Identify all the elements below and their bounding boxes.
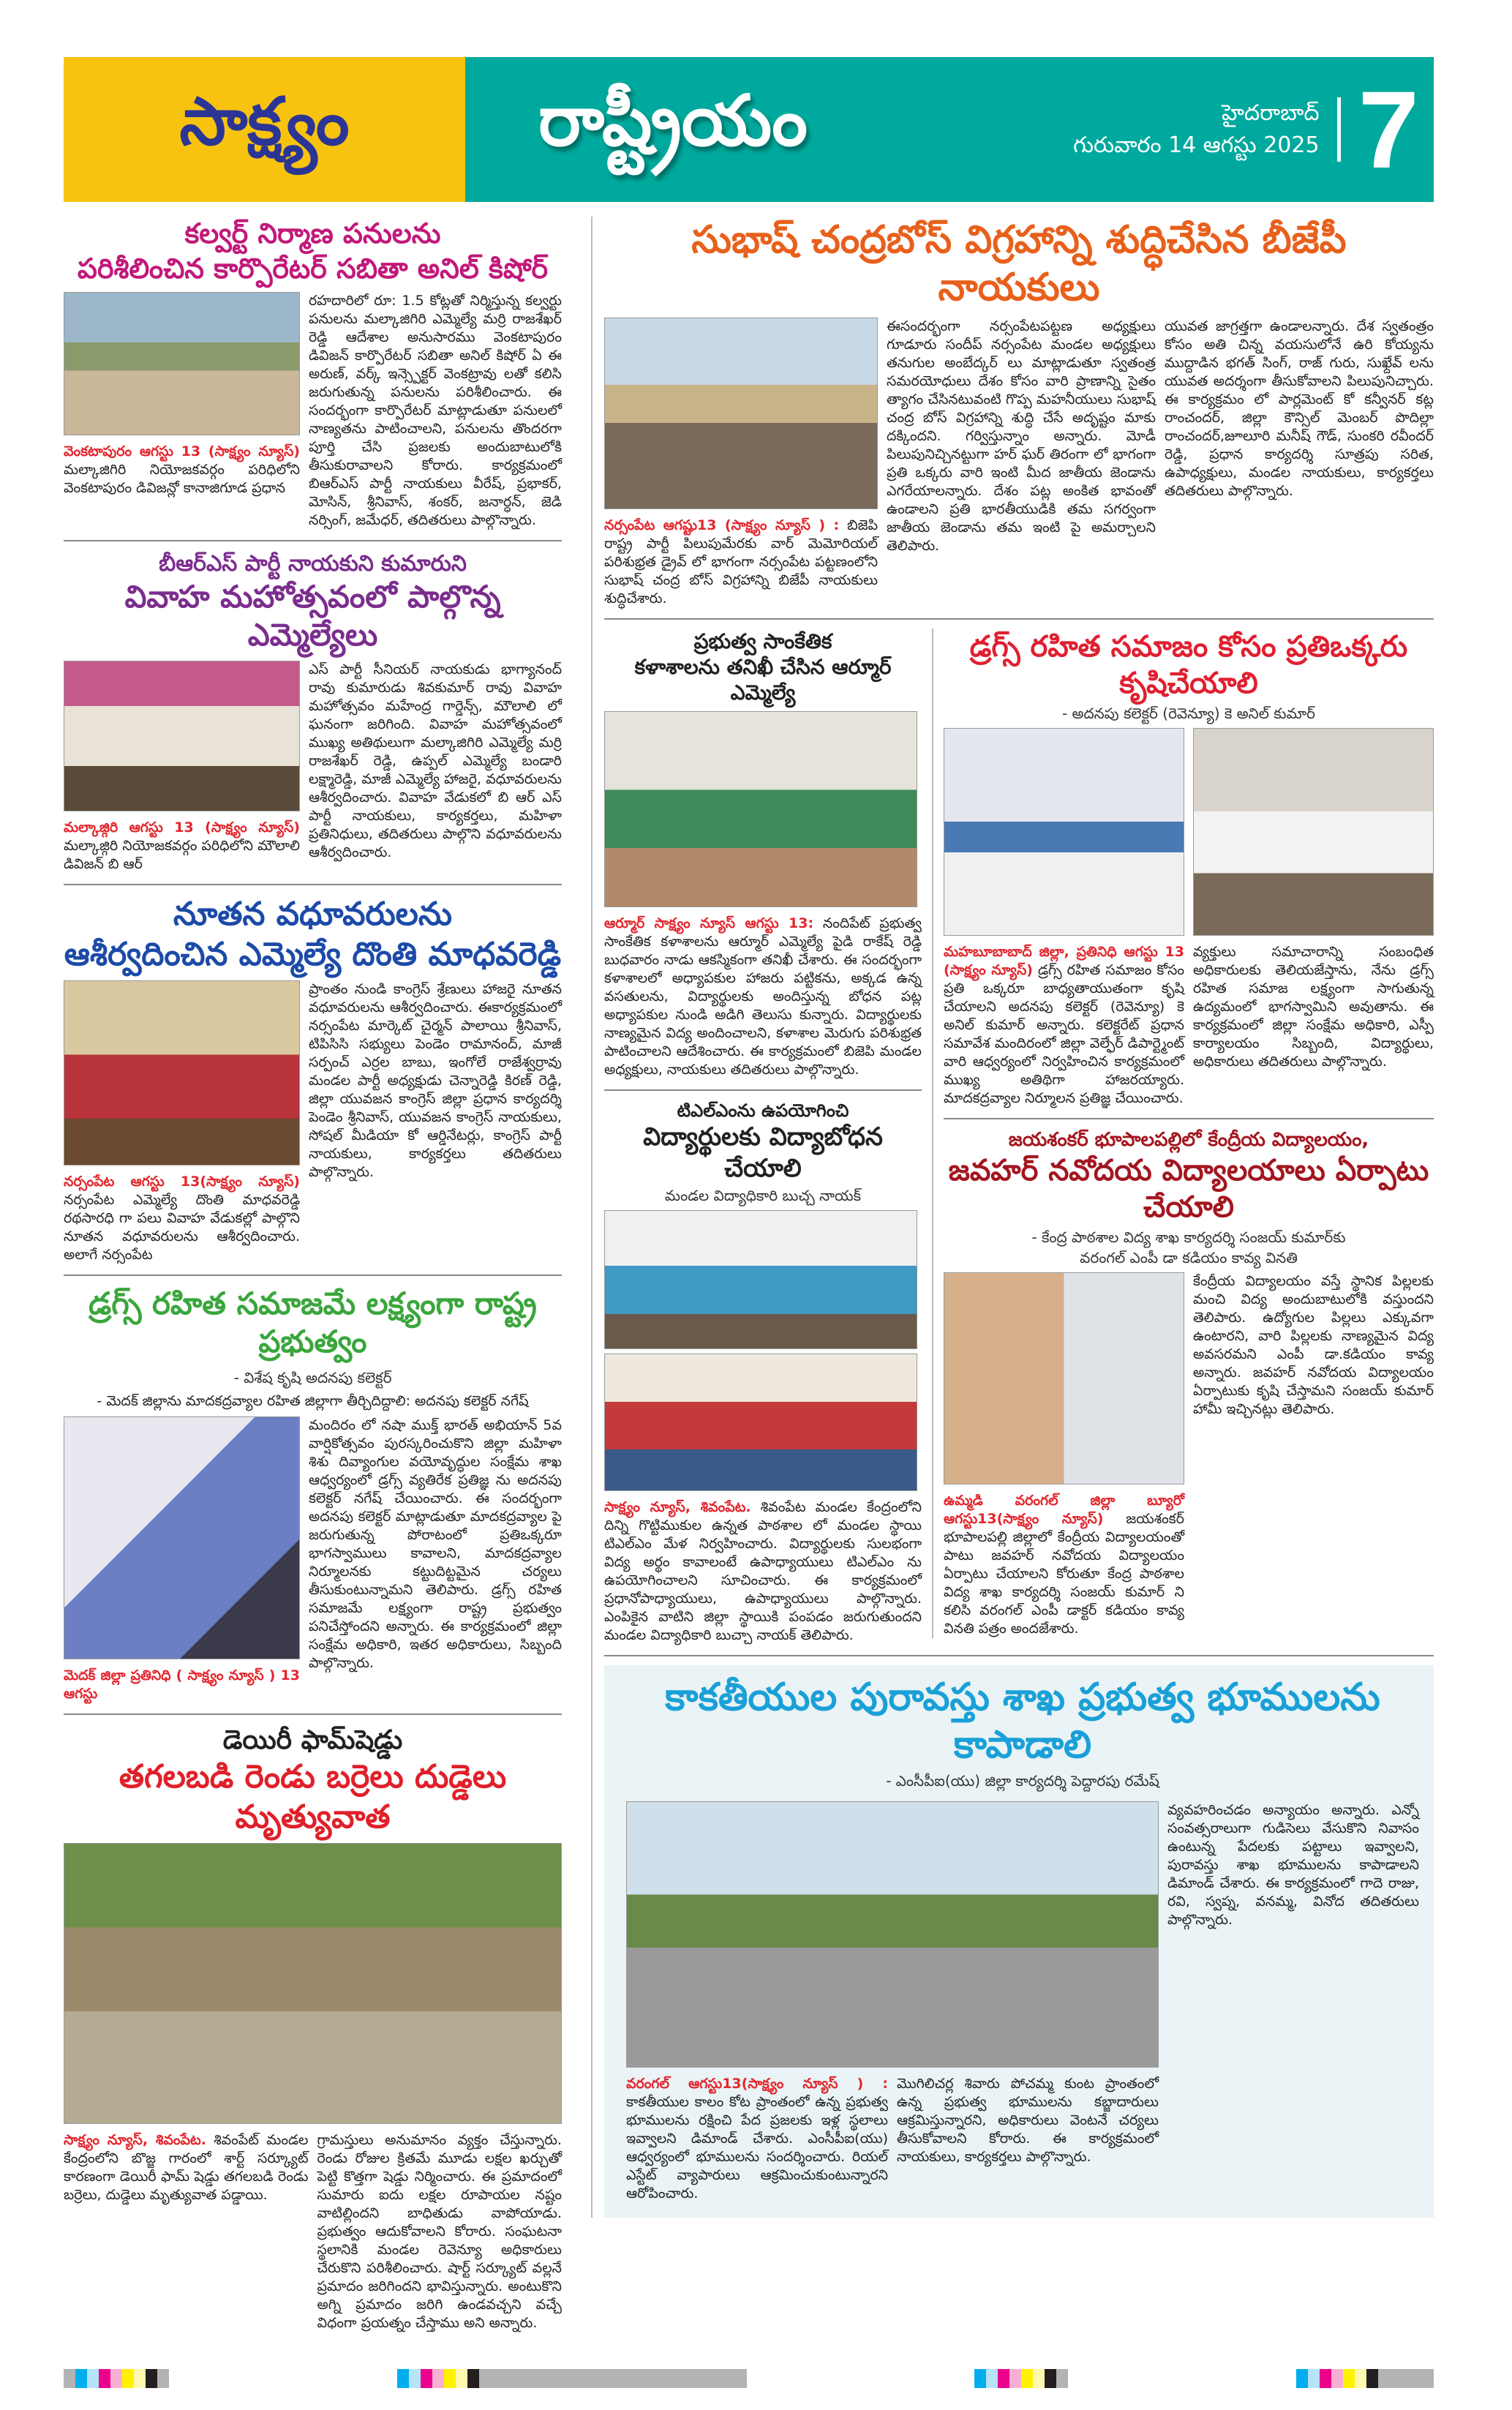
- middle-column: [604, 628, 922, 1645]
- headline: డెయిరీ ఫామ్‌షెడ్డు తగలబడి రెండు బర్రెలు దుడ్డెలు మృత్యువాత: [119, 1724, 507, 1836]
- edition-date: గురువారం 14 ఆగస్టు 2025: [1073, 132, 1320, 158]
- article-body: మహబూబాబాద్ జిల్లా, ప్రతినిధి ఆగస్టు 13 (సాక్ష్యం న్యూస్) డ్రగ్స్ రహిత సమాజం కోసం ప్రతి ఒక్కరూ బాధ్యతాయుతంగా కృషి చేయాలని అదనపు కలెక్టర్ (రెవెన్యూ) కె అనిల్ కుమార్ అన్నారు. కలెక్టరేట్ ప్రధాన సమావేశ మందిరంలో జిల్లా వెల్ఫేర్ డిపార్ట్మెంట్ వారి ఆధ్వర్యంలో నిర్వహించిన కార్యక్రమంలో ముఖ్య అతిథిగా హాజరయ్యారు. మాదకద్రవ్యాల నిర్మూలన ప్రతిజ్ఞ చేయించారు.: [944, 944, 1184, 1106]
- subheadline: - విశేష కృషి అదనపు కలెక్టర్: [233, 1368, 392, 1386]
- headline: కాకతీయుల పురావస్తు శాఖ ప్రభుత్వ భూములను కాపాడాలి: [665, 1675, 1380, 1767]
- color-registration-bar: [397, 2369, 747, 2388]
- article-body: ఎస్ పార్టీ సీనియర్ నాయకుడు భాగ్యానంద్ రావు కుమారుడు శివకుమార్ రావు వివాహ మహోత్సవం మహేంద్ర గార్డెన్స్, మౌలాలి లో ఘనంగా జరిగింది. వివాహ మహోత్సవంలో ముఖ్య అతిథులుగా మల్కాజిగిరి ఎమ్మెల్యే మర్రి రాజశేఖర్ రెడ్డి, ఉప్పల్ ఎమ్మెల్యే బండారి లక్ష్మారెడ్డి, మాజీ ఎమ్మెల్యే హాజరై, వధూవరులను ఆశీర్వదించారు. వివాహ వేడుకలో బి ఆర్ ఎస్ పార్టీ నాయకులు, కార్యకర్తలు, మహిళా ప్రతినిధులు, తదితరులు పాల్గొని వధూవరులను ఆశీర్వదించారు.: [309, 661, 562, 860]
- subheadline: - అదనపు కలెక్టర్ (రెవెన్యూ) కె అనిల్ కుమార్: [1061, 705, 1316, 722]
- right-column: [932, 628, 1434, 1638]
- headline: బీఆర్ఎస్ పార్టీ నాయకుని కుమారుని వివాహ మహోత్సవంలో పాల్గొన్న ఎమ్మెల్యేలు: [124, 551, 501, 653]
- story-tlm-mela: [604, 1100, 922, 1645]
- page-number: 7: [1358, 68, 1419, 191]
- article-body: నర్సంపేట ఆగష్టు13 (సాక్ష్యం న్యూస్ ) : బిజెపి రాష్ట్ర పార్టీ పిలుపుమేరకు వార్ మెమోరియల్ పరిశుభ్రత డ్రైవ్ లో భాగంగా నర్సంపేట పట్టణంలోని సుభాష్ చంద్ర బోస్ విగ్రహాన్ని బిజేపీ నాయకులు శుద్ధిచేశారు.: [604, 517, 878, 607]
- edition-info: [1073, 97, 1340, 162]
- story-navodaya: [944, 1128, 1434, 1638]
- headline: డ్రగ్స్ రహిత సమాజం కోసం ప్రతిఒక్కరు కృషిచేయాలి: [969, 630, 1408, 700]
- article-body: మెదక్ జిల్లా ప్రతినిధి ( సాక్ష్యం న్యూస్ ) 13 ఆగస్టు: [64, 1667, 300, 1702]
- story-drug-free-state: [64, 1285, 562, 1715]
- article-body: కేంద్రీయ విద్యాలయం వస్తే స్థానిక పిల్లలకు మంచి విద్య అందుబాటులోకి వస్తుందని తెలిపారు. ఉద్యోగుల పిల్లలు ఎక్కువగా ఉంటారని, వారి పిల్లలకు నాణ్యమైన విద్య అవసరమని ఎంపీ డా.కడియం కావ్య అన్నారు. జవహర్ నవోదయ విద్యాలయం ఏర్పాటుకు కృషి చేస్తామని సంజయ్ కుమార్ హామీ ఇచ్చినట్లు తెలిపారు.: [1193, 1272, 1434, 1417]
- photo-bose-statue: [604, 318, 878, 509]
- headline: ప్రభుత్వ సాంకేతిక కళాశాలను తనిఖీ చేసిన ఆర్మూర్ ఎమ్మెల్యే: [634, 629, 892, 705]
- article-body: రహదారిలో రూ: 1.5 కోట్లతో నిర్మిస్తున్న కల్వర్టు పనులను మల్కాజిగిరి ఎమ్మెల్యే మర్రి రాజశేఖర్ రెడ్డి ఆదేశాల అనుసారము వెంకటాపురం డివిజన్ కార్పొరేటర్ సబితా అనిల్ కిషోర్ ఏ ఈ అరుణ్, వర్క్ ఇన్స్పెక్టర్ వెంకట్రావు లతో కలిసి జరుగుతున్న పనులను పరిశీలించారు. ఈ సందర్భంగా కార్పొరేటర్ మాట్లాడుతూ పనులలో నాణ్యతను పాటించాలని, పనులను తొందరగా పూర్తి చేసి ప్రజలకు అందుబాటులోకి తీసుకురావాలని కోరారు. కార్యక్రమంలో బిఆర్ఎస్ పార్టీ నాయకులు వీరేష్, ప్రభాకర్, మోసిన్, శ్రీనివాస్, శంకర్, జనార్ధన్, జెడి నర్సింగ్, జమేధర్, తదితరులు పాల్గొన్నారు.: [309, 293, 562, 528]
- story-college-inspection: [604, 628, 922, 1091]
- photo-tlm-mela-2: [604, 1354, 917, 1491]
- article-body: సాక్ష్యం న్యూస్, శివంపేట. శివంపేట్ మండల కేంద్రంలోని బొజ్జ గారంలో శార్ట్ సర్క్యూట్ కారణంగా డెయిరీ ఫామ్ షెడ్డు తగలబడి రెండు బర్రెలు, దుడ్డెలు మృత్యువాత పడ్డాయి.: [64, 2131, 309, 2203]
- story-newlyweds: [64, 894, 562, 1276]
- headline: నూతన వధూవరులను ఆశీర్వదించిన ఎమ్మెల్యే దొంతి మాధవరెడ్డి: [64, 895, 562, 973]
- subheadline: - ఎంసీపీఐ(యు) జిల్లా కార్యదర్శి పెద్దారపు రమేష్: [886, 1772, 1159, 1790]
- right-region: [591, 217, 1434, 2218]
- story-drug-free-pledge: [944, 628, 1434, 1119]
- color-registration-bar: [974, 2369, 1068, 2388]
- article-body: సాక్ష్యం న్యూస్, శివంపేట. శివంపేట మండల కేంద్రంలోని దిన్ని గొట్టిముకుల ఉన్నత పాఠశాల లో మండల స్థాయి టిఎల్ఎం మేళ నిర్వహించారు. విద్యార్థులకు సులభంగా విద్య అర్థం కావాలంటే ఉపాధ్యాయులు టిఎల్ఎం ను ఉపయోగించాలని సూచించారు. ఈ కార్యక్రమంలో ప్రధానోపాధ్యాయులు, ఉపాధ్యాయులు పాల్గొన్నారు. ఎంపికైన వాటిని జిల్లా స్థాయికి పంపడం జరుగుతుందని మండల విద్యాధికారి బుచ్చా నాయక్ తెలిపారు.: [604, 1499, 922, 1643]
- headline: టిఎల్ఎంను ఉపయోగించి విద్యార్థులకు విద్యాబోధన చేయాలి: [643, 1100, 883, 1183]
- photo-culvert-inspection: [64, 292, 300, 435]
- photo-burnt-shed: [64, 1843, 562, 2124]
- color-registration-bar: [64, 2369, 169, 2388]
- article-body: మందిరం లో నషా ముక్త్ భారత్ అభియాన్ 5వ వార్షికోత్సవం పురస్కరించుకొని జిల్లా మహిళా శిశు దివ్యాంగుల వయోవృద్ధుల సంక్షేమ శాఖ ఆధ్వర్యంలో డ్రగ్స్ వ్యతిరేక ప్రతిజ్ఞ ను అదనపు కలెక్టర్ నగేష్ చేయించారు. ఈ సందర్భంగా అదనపు కలెక్టర్ మాట్లాడుతూ మాదకద్రవ్యాల పై జరుగుతున్న పోరాటంలో ప్రతిఒక్కరూ భాగస్వాములు కావాలని, మాదకద్రవ్యాల నిర్మూలనకు కట్టుదిట్టమైన చర్యలు తీసుకుంటున్నామని తెలిపారు. డ్రగ్స్ రహిత సమాజమే లక్ష్యంగా రాష్ట్ర ప్రభుత్వం పనిచేస్తోందని అన్నారు. ఈ కార్యక్రమంలో జిల్లా సంక్షేమ అధికారి, ఇతర అధికారులు, సిబ్బంది పాల్గొన్నారు.: [309, 1416, 562, 1671]
- photo-wedding: [64, 661, 300, 811]
- article-body: వరంగల్ ఆగస్టు13(సాక్ష్యం న్యూస్ ) : కాకతీయుల కాలం కోట ప్రాంతంలో ఉన్న ప్రభుత్వ భూములను రక్షించి పేద ప్రజలకు ఇళ్ల స్థలాలు ఇవ్వాలని డిమాండ్ చేశారు. ఎంసీపీఐ(యు) ఆధ్వర్యంలో భూములను సందర్శించారు. రియల్ ఎస్టేట్ వ్యాపారులు ఆక్రమించుకుంటున్నారని ఆరోపించారు.: [626, 2076, 888, 2201]
- article-lead: - మెదక్ జిల్లాను మాదకద్రవ్యాల రహిత జిల్లాగా తీర్చిదిద్దాలి: అదనపు కలెక్టర్ నగేష్: [97, 1392, 529, 1409]
- article-body: మల్కాజ్గిరి ఆగస్టు 13 (సాక్ష్యం న్యూస్) మల్కాజ్గిరి నియోజకవర్గం పరిధిలోని మౌలాలి డివిజన్ బి ఆర్: [64, 819, 300, 872]
- subheadline: - కేంద్ర పాఠశాల విద్య శాఖ కార్యదర్శి సంజయ్ కుమార్‌కు వరంగల్ ఎంపీ డా కడియం కావ్య వినతి: [1031, 1228, 1346, 1266]
- headline: కల్వర్ట్ నిర్మాణ పనులను పరిశీలించిన కార్పొరేటర్ సబితా అనిల్ కిషోర్: [77, 217, 549, 285]
- subheadline: మండల విద్యాధికారి బుచ్చ నాయక్: [664, 1187, 862, 1204]
- story-dairy-fire: [64, 1724, 562, 2343]
- headline: డ్రగ్స్ రహిత సమాజమే లక్ష్యంగా రాష్ట్ర ప్రభుత్వం: [89, 1285, 537, 1359]
- photo-college-inspection: [604, 711, 917, 907]
- article-body: నర్సంపేట ఆగస్టు 13(సాక్ష్యం న్యూస్) నర్సంపేట ఎమ్మెల్యే దొంతి మాధవరెడ్డి రథసారధి గా పలు వివాహ వేడుకల్లో పాల్గొని నూతన వధూవరులను ఆశీర్వదించారు. అలాగే నర్సంపేట: [64, 1173, 300, 1263]
- boxed-story: [604, 1665, 1434, 2218]
- section-title: రాష్ట్రీయం: [538, 80, 808, 162]
- print-footer: [64, 2369, 1434, 2410]
- article-body: ఈసందర్భంగా నర్సంపేటపట్టణ అధ్యక్షులు గూడూరు సందీప్ నర్సంపేట మండల అధ్యక్షులు తనుగుల అంబేద్కర్ లు మాట్లాడుతూ స్వతంత్ర సమరయోధులు దేశం కోసం వారి ప్రాణాన్ని సైతం త్యాగం చేసినటువంటి గొప్ప మహనీయులు సుభాష్ చంద్ర బోస్ విగ్రహాన్ని శుద్ధి చేసే అదృష్టం మాకు దక్కిందని. గర్విస్తున్నాం అన్నారు. మోడీ పిలుపునిచ్చినట్టుగా హర్ ఘర్ తిరంగా లో భాగంగా ప్రతి ఒక్కరు వారి ఇంటి మీద జాతీయ జెండాను ఎగరేయాలన్నారు. దేశం పట్ల అంకిత భావంతో ఉండాలని ప్రతి భారతీయుడికి తమ సగర్వంగా జాతీయ జెండాను తమ ఇంటి పై అమర్చాలని తెలిపారు.: [887, 318, 1156, 554]
- headline: జయశంకర్ భూపాలపల్లిలో కేంద్రీయ విద్యాలయం, జవహర్ నవోదయ విద్యాలయాలు ఏర్పాటు చేయాలి: [948, 1129, 1429, 1224]
- photo-anti-drug-pledge-1: [944, 728, 1184, 936]
- color-registration-bar: [1296, 2369, 1434, 2388]
- article-body: వెంకటాపురం ఆగస్టు 13 (సాక్ష్యం న్యూస్) మల్కాజిగిరి నియోజకవర్గం పరిధిలోని వెంకటాపురం డివిజన్లో కానాజిగూడ ప్రధాన: [64, 443, 300, 496]
- logo-text: సాక్ష్యం: [179, 83, 350, 160]
- article-body: మొగిలిచర్ల శివారు పోచమ్మ కుంట ప్రాంతంలో ఉన్న ప్రభుత్వ భూములను కబ్జాదారులు ఆక్రమిస్తున్నారని, అధికారులు వెంటనే చర్యలు తీసుకోవాలని కోరారు. ఈ కార్యక్రమంలో నాయకులు, కార్యకర్తలు పాల్గొన్నారు.: [897, 2076, 1159, 2165]
- article-body: ప్రాంతం నుండి కాంగ్రెస్ శ్రేణులు హాజరై నూతన వధూవరులను ఆశీర్వదించారు. ఈకార్యక్రమంలో నర్సంపేట మార్కెట్ చైర్మన్ పాలాయి శ్రీనివాస్, టిపిసిసి సభ్యులు పెండెం రామానంద్, మాజీ సర్పంచ్ ఎర్రల బాబు, ఇంగోలే రాజేశ్వర్రావు మండల పార్టీ అధ్యక్షుడు చెన్నారెడ్డి కిరణ్ రెడ్డి, జిల్లా యువజన కాంగ్రెస్ జిల్లా ప్రధాన కార్యదర్శి పెండెం శ్రీనివాస్, యువజన కాంగ్రెస్ నాయకులు, సోషల్ మీడియా కో ఆర్డినేటర్లు, కాంగ్రెస్ పార్టీ నాయకులు, కార్యకర్తలు తదితరులు పాల్గొన్నారు.: [309, 980, 562, 1180]
- left-column: [64, 217, 562, 2351]
- article-body: గ్రామస్తులు అనుమానం వ్యక్తం చేస్తున్నారు. రెండు రోజుల క్రితమే మూడు లక్షల ఖర్చుతో పెట్టి కొత్తగా షెడ్డు నిర్మించారు. ఈ ప్రమాదంలో సుమారు ఐదు లక్షల రూపాయల నష్టం వాటిల్లిందని బాధితుడు వాపోయాడు. ప్రభుత్వం ఆదుకోవాలని కోరారు. సంఘటనా స్థలానికి మండల రెవెన్యూ అధికారులు చేరుకొని పరిశీలించారు. షార్ట్ సర్క్యూట్ వల్లనే ప్రమాదం జరిగిందని భావిస్తున్నారు. అంటుకొని అగ్ని ప్రమాదం జరిగి ఉండవచ్చని వచ్చే విధంగా ప్రయత్నం చేస్తాము అని అన్నారు.: [317, 2131, 562, 2331]
- edition-city: హైదరాబాద్: [1221, 100, 1320, 126]
- photo-newlyweds: [64, 980, 300, 1165]
- article-body: ఆర్మూర్ సాక్ష్యం న్యూస్ ఆగస్టు 13: నందిపేట్ ప్రభుత్వ సాంకేతిక కళాశాలను ఆర్మూర్ ఎమ్మెల్యే పైడి రాకేష్ రెడ్డి బుధవారం నాడు ఆకస్మికంగా తనిఖీ చేశారు. ఈ సందర్భంగా కళాశాలలో అధ్యాపకుల హాజరు పట్టికను, అక్కడ ఉన్న వసతులను, విద్యార్థులకు అందిస్తున్న బోధన పట్ల అధ్యాపకుల నుండి అడిగి తెలుసు కున్నారు. విద్యార్థులకు నాణ్యమైన విద్య అందించాలని, కళాశాల మెరుగు పరిశుభ్రత పాటించాలని ఆదేశించారు. ఈ కార్యక్రమంలో బిజెపి మండల అధ్యక్షులు, నాయకులు తదితరులు పాల్గొన్నారు.: [604, 915, 922, 1078]
- photo-anti-drug-pledge-2: [1193, 728, 1434, 936]
- photo-heritage-land: [626, 1801, 1159, 2068]
- story-wedding: [64, 550, 562, 885]
- photo-tlm-mela-1: [604, 1210, 917, 1349]
- headline: సుభాష్ చంద్రబోస్ విగ్రహాన్ని శుద్ధిచేసిన బీజేపీ నాయకులు: [691, 218, 1347, 309]
- newspaper-page: [64, 0, 1434, 2410]
- masthead-band: [465, 57, 1434, 202]
- article-body: యువత జాగ్రత్తగా ఉండాలన్నారు. దేశ స్వతంత్రం కోసం అతి చిన్న వయసులోనే ఉరి కోయ్యను ముద్దాడిన భగత్ సింగ్, రాజ్ గురు, సుఖ్దేవ్ లను యువత అదర్శంగా తీసుకోవాలని పిలుపునిచ్చారు. ఈ కార్యక్రమం లో పార్లమెంట్ కో కన్వీనర్ కట్ల రాంచందర్, జిల్లా కౌన్సిల్ మెంబర్ పొదిల్లా రాంచందర్,జూలూరి మనీష్ గౌడ్, సుంకరి రవీందర్ రెడ్డి, ప్రధాన కార్యదర్శి సూత్రపు సరిత, ఉపాధ్యక్షులు, మండల నాయకులు, కార్యకర్తలు తదితరులు పాల్గొన్నారు.: [1165, 318, 1434, 499]
- masthead: [64, 57, 1434, 202]
- photo-mp-meeting: [944, 1272, 1184, 1484]
- story-bose-statue: [604, 217, 1434, 620]
- story-culvert: [64, 217, 562, 541]
- masthead-logo: [64, 57, 465, 202]
- article-body: వ్యక్తులు సమాచారాన్ని సంబంధిత అధికారులకు తెలియజేస్తాను, నేను డ్రగ్స్ రహిత సమాజ లక్ష్యంగా సాగుతున్న ఉద్యమంలో భాగస్వామిని అవుతాను. ఈ కార్యక్రమంలో జిల్లా సంక్షేమ అధికారి, ఎస్పీ కార్యాలయం సిబ్బంది, విద్యార్థులు, అధికారులు తదితరులు పాల్గొన్నారు.: [1193, 944, 1434, 1070]
- article-body: ఉమ్మడి వరంగల్ జిల్లా బ్యూరో ఆగస్టు13(సాక్ష్యం న్యూస్) జయశంకర్ భూపాలపల్లి జిల్లాలో కేంద్రీయ విద్యాలయంతో పాటు జవహర్ నవోదయ విద్యాలయం ఏర్పాటు చేయాలని కోరుతూ కేంద్ర పాఠశాల విద్య శాఖ కార్యదర్శి సంజయ్ కుమార్ ని కలిసి వరంగల్ ఎంపీ డాక్టర్ కడియం కావ్య వినతి పత్రం అందజేశారు.: [944, 1492, 1184, 1637]
- photo-collector-meeting: [64, 1416, 300, 1659]
- article-body: వ్యవహరించడం అన్యాయం అన్నారు. ఎన్నో సంవత్సరాలుగా గుడిసెలు వేసుకొని నివాసం ఉంటున్న పేదలకు పట్టాలు ఇవ్వాలని, పురావస్తు శాఖ భూములను కాపాడాలని డిమాండ్ చేశారు. ఈ కార్యక్రమంలో గాదె రాజు, రవి, స్వప్న, వనమ్మ, వినోద తదితరులు పాల్గొన్నారు.: [1167, 1802, 1419, 1928]
- middle-right-columns: [604, 628, 1434, 1656]
